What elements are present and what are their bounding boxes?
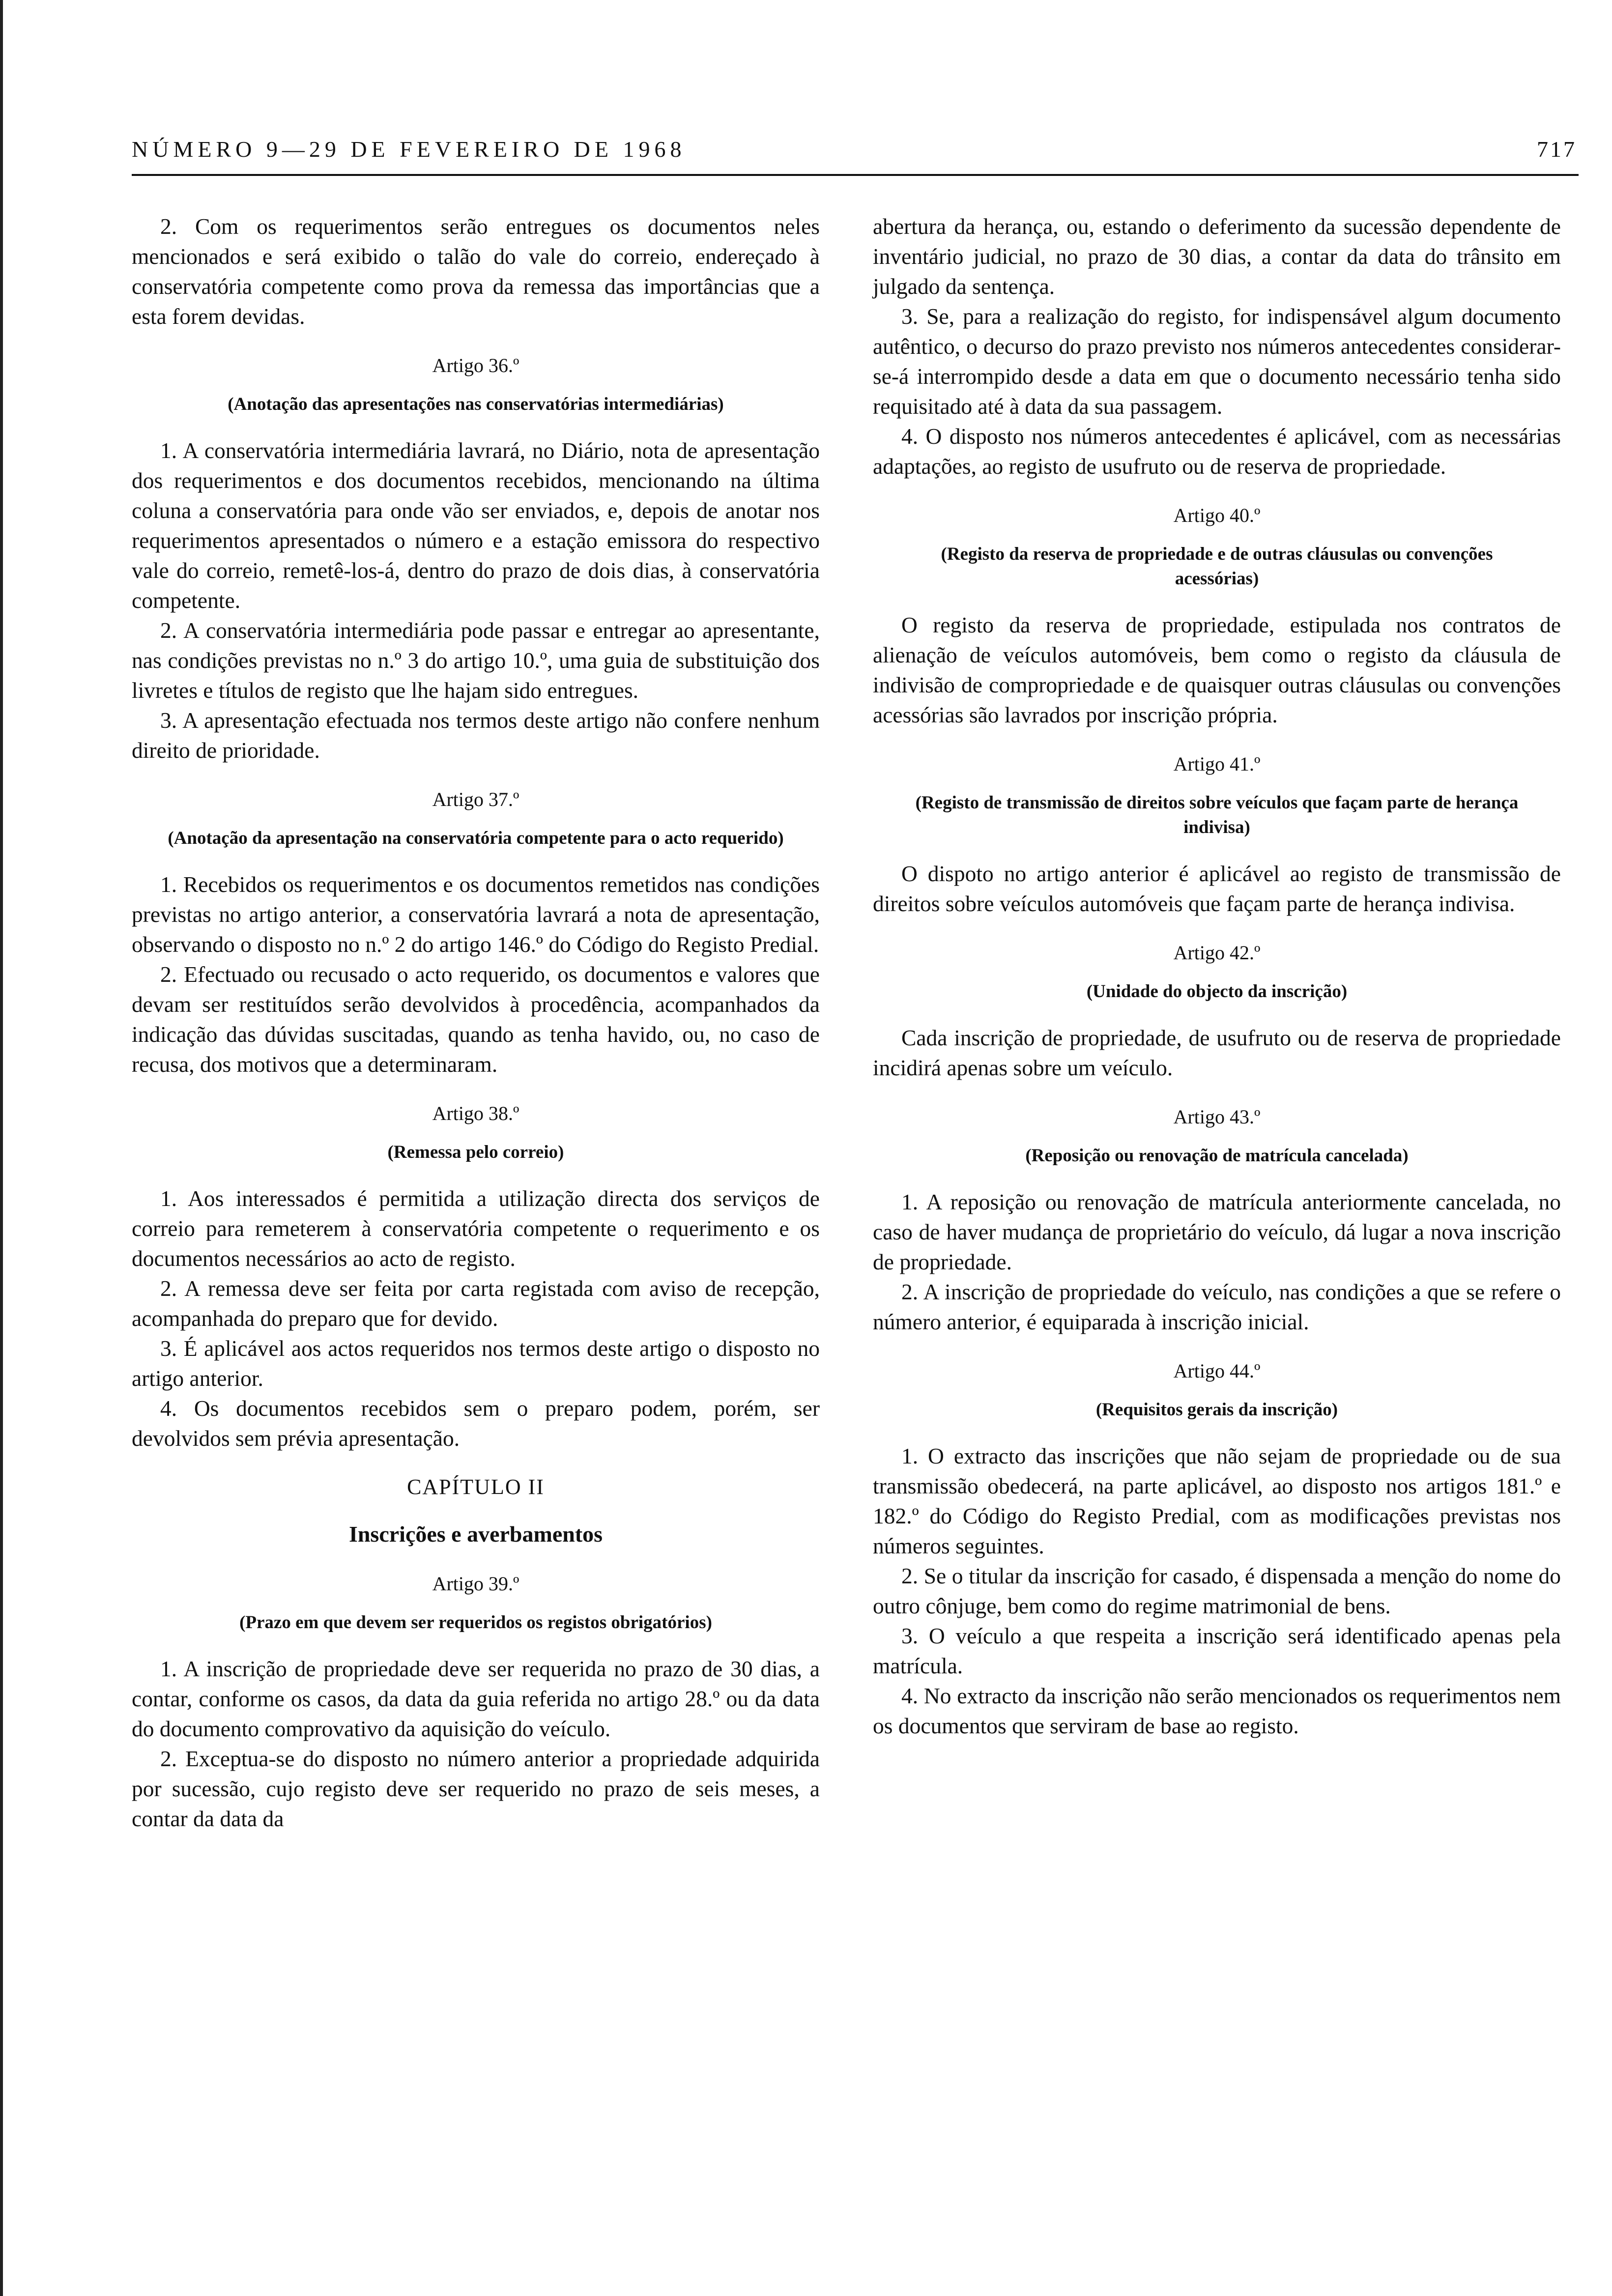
article-subtitle: (Reposição ou renovação de matrícula cancelada) — [1025, 1146, 1409, 1166]
left-column — [132, 211, 820, 1834]
paragraph: 1. A inscrição de propriedade deve ser requerida no prazo de 30 dias, a contar, conforme os casos, da data da guia referida no artigo 28.º ou da data do documento comprovativo da aquisição do veículo. — [132, 1656, 820, 1741]
page-edge — [0, 0, 3, 2296]
paragraph: 4. Os documentos recebidos sem o preparo podem, porém, ser devolvidos sem prévia apresentação. — [132, 1396, 820, 1451]
article-subtitle: (Remessa pelo correio) — [387, 1142, 564, 1162]
article-subtitle: (Anotação das apresentações nas conservatórias intermediárias) — [228, 394, 724, 414]
paragraph: 4. O disposto nos números antecedentes é aplicável, com as necessárias adaptações, ao registo de usufruto ou de reserva de propriedade. — [873, 424, 1561, 479]
paragraph: 3. É aplicável aos actos requeridos nos termos deste artigo o disposto no artigo anterior. — [132, 1336, 820, 1391]
paragraph: 3. O veículo a que respeita a inscrição será identificado apenas pela matrícula. — [873, 1623, 1561, 1678]
paragraph: 2. Com os requerimentos serão entregues os documentos neles mencionados e será exibido o talão do vale do correio, endereçado à conservatória competente como prova da remessa das importâncias que a esta forem devidas. — [132, 214, 820, 329]
article-title: Artigo 41.º — [1173, 753, 1261, 775]
article-title: Artigo 38.º — [432, 1102, 519, 1124]
paragraph: 2. Se o titular da inscrição for casado, é dispensada a menção do nome do outro cônjuge, bem como do regime matrimonial de bens. — [873, 1563, 1561, 1618]
header-title: NÚMERO 9—29 DE FEVEREIRO DE 1968 — [132, 137, 686, 162]
header-rule — [132, 174, 1579, 176]
article-subtitle: (Unidade do objecto da inscrição) — [1086, 981, 1348, 1002]
paragraph: 1. Aos interessados é permitida a utilização directa dos serviços de correio para remeterem à conservatória competente o requerimento e os documentos necessários ao acto de registo. — [132, 1186, 820, 1271]
article-subtitle: (Registo de transmissão de direitos sobre veículos que façam parte de herança indivisa) — [915, 793, 1519, 837]
paragraph: 1. A conservatória intermediária lavrará, no Diário, nota de apresentação dos requerimentos e dos documentos recebidos, mencionando na última coluna a conservatória para onde vão ser enviados, e, depois de anotar nos requerimentos apresentados o número e a estação emissora do respectivo vale do correio, remetê-los-á, dentro do prazo de dois dias, à conservatória competente. — [132, 438, 820, 613]
page-number: 717 — [1537, 137, 1577, 162]
article-subtitle: (Requisitos gerais da inscrição) — [1095, 1400, 1338, 1420]
paragraph: Cada inscrição de propriedade, de usufruto ou de reserva de propriedade incidirá apenas sobre um veículo. — [873, 1025, 1561, 1080]
article-subtitle: (Prazo em que devem ser requeridos os registos obrigatórios) — [239, 1612, 712, 1633]
paragraph: 1. A reposição ou renovação de matrícula anteriormente cancelada, no caso de haver mudança de proprietário do veículo, dá lugar a nova inscrição de propriedade. — [873, 1189, 1561, 1274]
paragraph: 2. A remessa deve ser feita por carta registada com aviso de recepção, acompanhada do preparo que for devido. — [132, 1276, 820, 1331]
article-title: Artigo 43.º — [1173, 1106, 1261, 1128]
paragraph: 3. A apresentação efectuada nos termos deste artigo não confere nenhum direito de prioridade. — [132, 708, 820, 763]
article-title: Artigo 36.º — [432, 354, 519, 376]
paragraph: 1. O extracto das inscrições que não sejam de propriedade ou de sua transmissão obedecerá, na parte aplicável, ao disposto nos artigos 181.º e 182.º do Código do Registo Predial, com as modificações previstas nos números seguintes. — [873, 1443, 1561, 1558]
right-column — [873, 211, 1561, 1741]
chapter-subheading: Inscrições e averbamentos — [348, 1521, 603, 1547]
article-title: Artigo 42.º — [1173, 942, 1261, 964]
paragraph: 2. A conservatória intermediária pode passar e entregar ao apresentante, nas condições previstas no n.º 3 do artigo 10.º, uma guia de substituição dos livretes e títulos de registo que lhe hajam sido entregues. — [132, 618, 820, 703]
article-title: Artigo 37.º — [432, 788, 519, 810]
chapter-heading: CAPÍTULO II — [407, 1475, 545, 1499]
paragraph: 4. No extracto da inscrição não serão mencionados os requerimentos nem os documentos que serviram de base ao registo. — [873, 1683, 1561, 1738]
article-title: Artigo 40.º — [1173, 504, 1261, 526]
article-subtitle: (Registo da reserva de propriedade e de outras cláusulas ou convenções acessórias) — [941, 544, 1493, 589]
article-subtitle: (Anotação da apresentação na conservatória competente para o acto requerido) — [168, 828, 784, 848]
paragraph: 2. Efectuado ou recusado o acto requerido, os documentos e valores que devam ser restituídos serão devolvidos à procedência, acompanhados da indicação das dúvidas suscitadas, quando as tenha havido, ou, no caso de recusa, dos motivos que a determinaram. — [132, 962, 820, 1077]
paragraph: 2. Exceptua-se do disposto no número anterior a propriedade adquirida por sucessão, cujo registo deve ser requerido no prazo de seis meses, a contar da data da — [132, 1746, 820, 1831]
paragraph: O registo da reserva de propriedade, estipulada nos contratos de alienação de veículos automóveis, bem como o registo da cláusula de indivisão de compropriedade e de quaisquer outras cláusulas ou convenções acessórias são lavrados por inscrição própria. — [873, 612, 1561, 727]
paragraph-continued: abertura da herança, ou, estando o deferimento da sucessão dependente de inventário judicial, no prazo de 30 dias, a contar da data do trânsito em julgado da sentença. — [873, 214, 1561, 299]
paragraph: 2. A inscrição de propriedade do veículo, nas condições a que se refere o número anterior, é equiparada à inscrição inicial. — [873, 1279, 1561, 1334]
paragraph: O dispoto no artigo anterior é aplicável ao registo de transmissão de direitos sobre veículos automóveis que façam parte de herança indivisa. — [873, 861, 1561, 916]
article-title: Artigo 39.º — [432, 1573, 519, 1595]
paragraph: 1. Recebidos os requerimentos e os documentos remetidos nas condições previstas no artigo anterior, a conservatória lavrará a nota de apresentação, observando o disposto no n.º 2 do artigo 146.º do Código do Registo Predial. — [132, 872, 820, 957]
page-header — [132, 123, 1577, 162]
article-title: Artigo 44.º — [1173, 1360, 1261, 1382]
paragraph: 3. Se, para a realização do registo, for indispensável algum documento autêntico, o decurso do prazo previsto nos números antecedentes considerar-se-á interrompido desde a data em que o documento necessário tenha sido requisitado até à data da sua passagem. — [873, 304, 1561, 419]
